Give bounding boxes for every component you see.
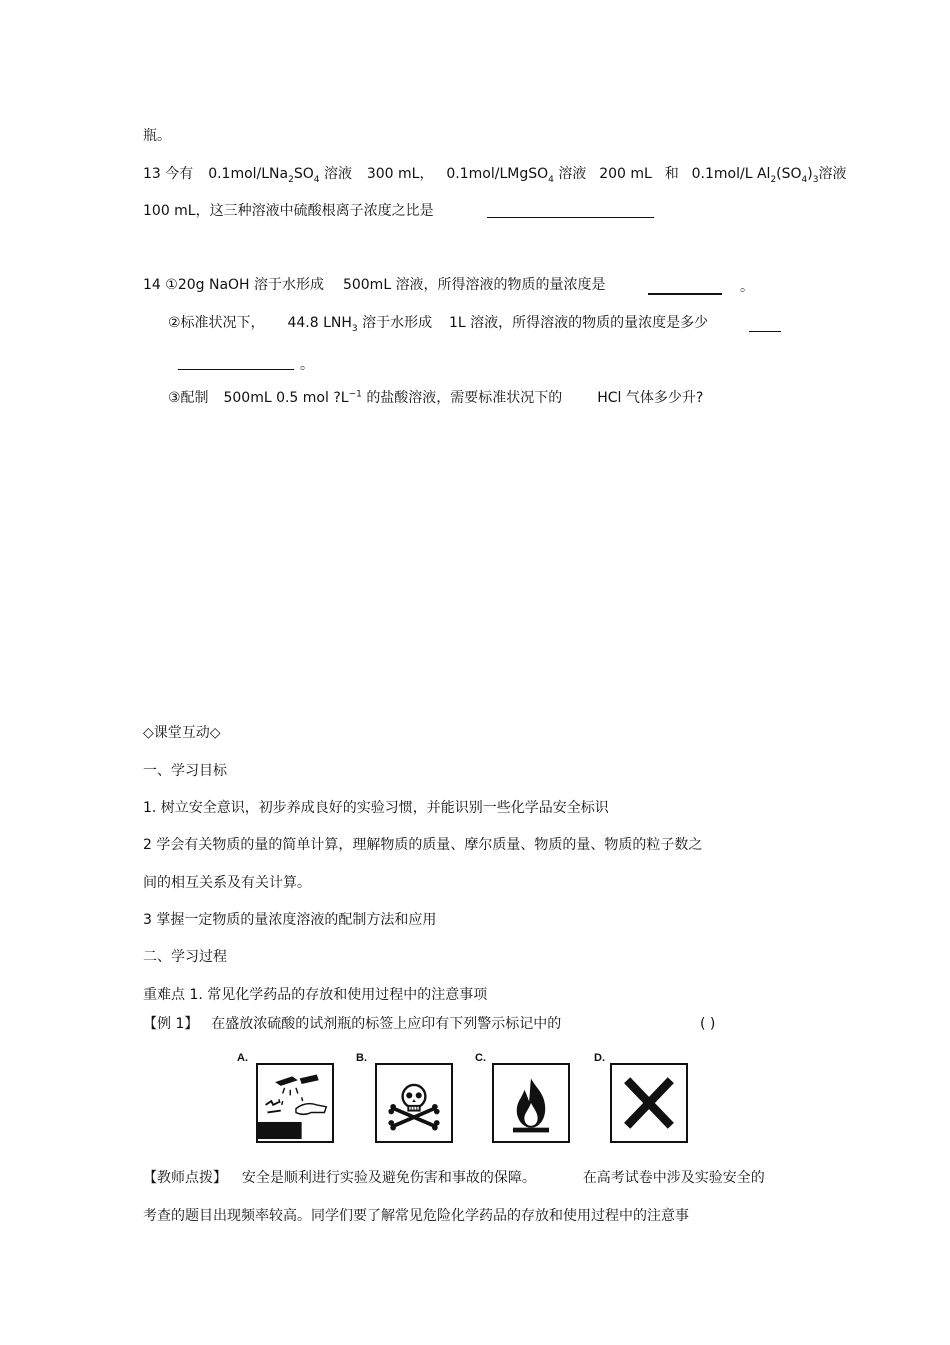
q13-line1: 13 今有 $0.1mol/LNa_2SO_4$ 溶液 300 mL， 0.1mol/LMgSO$_4$ 溶液 200 mL 和 0.1mol/L $Al_2(SO_4)_3$溶液 xyxy=(143,166,847,185)
q14-part2: ②标准状况下， 44.8 $LNH_3$ 溶于水形成 1L 溶液，所得溶液的物质的量浓度是多少 xyxy=(168,315,709,334)
option-b-label: B. xyxy=(356,1052,367,1064)
goals-title: 一、学习目标 xyxy=(143,763,227,779)
teacher-tip-line2: 考查的题目出现频率较高。同学们要了解常见危险化学药品的存放和使用过程中的注意事 xyxy=(143,1208,689,1224)
q14-part3: ③配制 500mL 0.5 mol $?L^{-1}$ 的盐酸溶液，需要标准状况下的 HCl 气体多少升? xyxy=(168,389,704,406)
section-heading: ◇课堂互动◇ xyxy=(143,725,221,741)
example-text: 在盛放浓硫酸的试剂瓶的标签上应印有下列警示标记中的 xyxy=(211,1016,562,1032)
process-title: 二、学习过程 xyxy=(143,949,227,965)
q14-part2-blank-b[interactable] xyxy=(178,355,294,370)
q14-part1-blank[interactable] xyxy=(648,279,722,295)
option-d-label: D. xyxy=(594,1052,605,1064)
teacher-tip-line1: 【教师点拨】 安全是顺利进行实验及避免伤害和事故的保障。 在高考试卷中涉及实验安全的 xyxy=(143,1170,765,1186)
q14-number: 14 xyxy=(143,277,161,293)
toxic-skull-icon[interactable] xyxy=(375,1063,453,1143)
example-1 xyxy=(143,1014,561,1034)
option-c-label: C. xyxy=(475,1052,486,1064)
q14-part2-blank-a[interactable] xyxy=(749,317,781,332)
corrosive-icon[interactable] xyxy=(256,1063,334,1143)
option-a-label: A. xyxy=(237,1052,248,1064)
goal-2-line2: 间的相互关系及有关计算。 xyxy=(143,875,311,891)
q13-line2: 100 mL，这三种溶液中硫酸根离子浓度之比是 xyxy=(143,203,434,219)
harmful-cross-icon[interactable] xyxy=(610,1063,688,1143)
goal-2-line1: 2 学会有关物质的量的简单计算，理解物质的质量、摩尔质量、物质的量、物质的粒子数之 xyxy=(143,837,703,853)
goal-1: 1. 树立安全意识，初步养成良好的实验习惯，并能识别一些化学品安全标识 xyxy=(143,800,609,816)
answer-parentheses[interactable]: ( ) xyxy=(700,1016,716,1032)
q14-part1-period: 。 xyxy=(740,279,754,295)
q14-part1: 14 ①20g NaOH 溶于水形成 500mL 溶液，所得溶液的物质的量浓度是 xyxy=(143,277,606,293)
q12-tail: 瓶。 xyxy=(143,128,171,144)
goal-3: 3 掌握一定物质的量浓度溶液的配制方法和应用 xyxy=(143,912,437,928)
q14-part2-period: 。 xyxy=(300,357,314,373)
teacher-tip-label: 【教师点拨】 xyxy=(143,1170,227,1186)
q13-number: 13 xyxy=(143,166,161,182)
flammable-icon[interactable] xyxy=(492,1063,570,1143)
q13-answer-blank[interactable] xyxy=(487,203,654,218)
key-point: 重难点 1. 常见化学药品的存放和使用过程中的注意事项 xyxy=(143,987,488,1003)
example-label: 【例 1】 xyxy=(143,1016,199,1032)
